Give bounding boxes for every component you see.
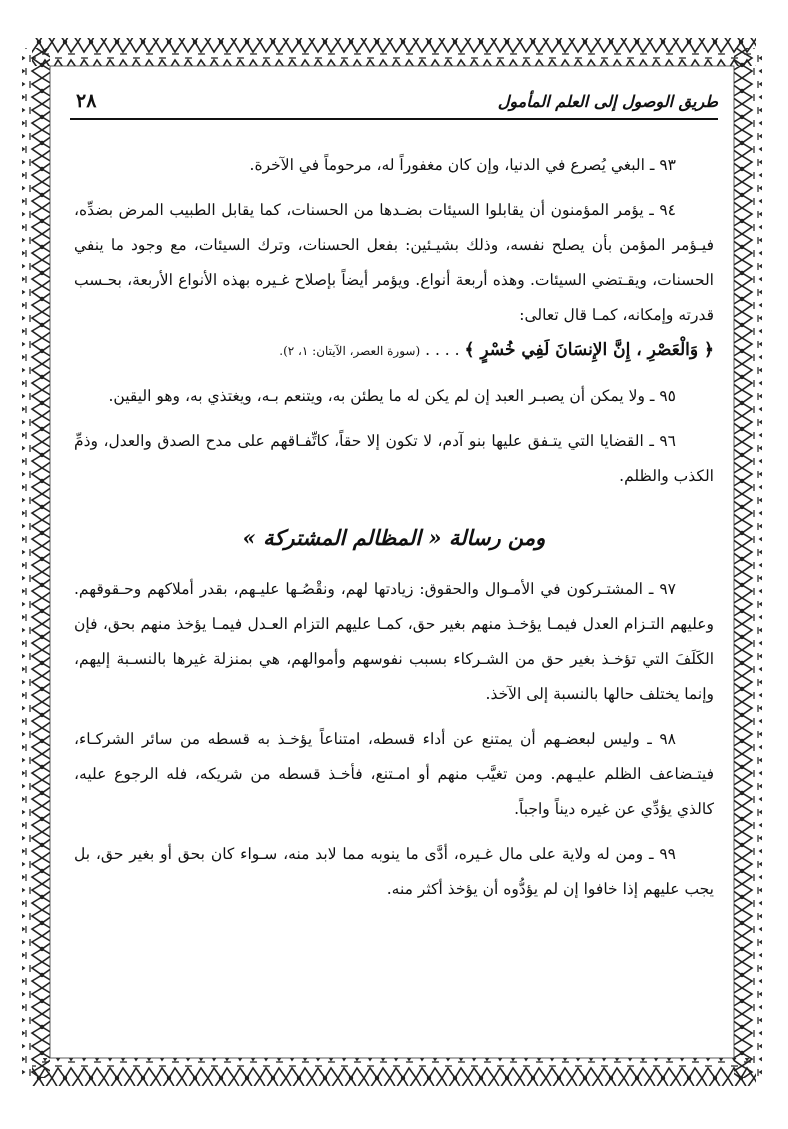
- paragraph-number: ٩٥ ـ: [649, 387, 676, 405]
- page-number: ٢٨: [76, 90, 97, 112]
- running-title: طريق الوصول إلى العلم المأمول: [497, 92, 718, 111]
- ellipsis-dots: . . . .: [425, 341, 460, 359]
- paragraph-98: [74, 722, 714, 827]
- paragraph-number: ٩٧ ـ: [648, 580, 676, 598]
- paragraph-text: وليس لبعضـهم أن يمتنع عن أداء قسطه، امتناعاً يؤخـذ به قسطه من سائر الشركـاء، فيتـضاعف الظلم عليـهم. ومن تغيَّب منهم أو امـتنع، فأخـذ قسطه من شريكه، فله الرجوع عليه، كالذي يؤدِّي عن غيره ديناً واجباً.: [74, 730, 714, 818]
- paragraph-97: [74, 572, 714, 712]
- verse-reference: (سورة العصر، الآيتان: ١، ٢).: [279, 344, 421, 358]
- paragraph-93: [74, 148, 714, 183]
- paragraph-text: ولا يمكن أن يصبـر العبد إن لم يكن له ما يطئن به، ويتنعم بـه، ويغتذي به، وهو اليقين.: [108, 387, 645, 405]
- paragraph-99: [74, 837, 714, 907]
- quran-verse: ﴿ وَالْعَصْرِ ، إِنَّ الإِنسَانَ لَفِي خُسْرٍ ﴾: [464, 340, 714, 360]
- paragraph-94: [74, 193, 714, 369]
- page-header: [70, 88, 718, 120]
- paragraph-text: البغي يُصرع في الدنيا، وإن كان مغفوراً له، مرحوماً في الآخرة.: [249, 156, 645, 174]
- paragraph-number: ٩٩ ـ: [648, 845, 676, 863]
- section-heading: ومن رسالة « المظالم المشتركة »: [242, 525, 546, 550]
- paragraph-text: القضايا التي يتـفق عليها بنو آدم، لا تكون إلا حقاً، كاتِّفـاقهم على مدح الصدق والعدل، وذمِّ الكذب والظلم.: [74, 432, 714, 485]
- paragraph-96: [74, 424, 714, 494]
- paragraph-text: يؤمر المؤمنون أن يقابلوا السيئات بضـدها من الحسنات، كما يقابل الطبيب المرض بضدِّه، فيـؤمر المؤمن بأن يصلح نفسه، وذلك بشيـئين: بفعل الحسنات، وترك السيئات، مع وجود ما ينفي الحسنات، ويقـتضي السيئات. وهذه أربعة أنواع. ويؤمر أيضاً بإصلاح غـيره بهذه الأنواع الأربعة، بحـسب قدرته وإمكانه، كمـا قال تعالى:: [74, 201, 714, 324]
- paragraph-text: المشتـركون في الأمـوال والحقوق: زيادتها لهم، ونقْصُـها عليـهم، بقدر أملاكهم وحـقوقهم. وعليهم التـزام العدل فيمـا يؤخـذ منهم بغير حق، كمـا عليهم التزام العـدل فيمـا يؤخذ منهم بحق، فإن الكَلَفَ التي تؤخـذ بغير حق من الشـركاء بسبب نفوسهم وأموالهم، هي بمنزلة غيرها بالنسـبة إليهم، وإنما يختلف حالها بالنسبة إلى الآخذ.: [74, 580, 714, 703]
- paragraph-number: ٩٨ ـ: [647, 730, 677, 748]
- page-body: [74, 148, 714, 917]
- paragraph-text: ومن له ولاية على مال غـيره، أدَّى ما ينوبه مما لابد منه، سـواء كان بحق أو بغير حق، بل يجب عليهم إذا خافوا إن لم يؤدُّوه أن يؤخذ أكثر منه.: [74, 845, 714, 898]
- quran-citation: [74, 333, 714, 369]
- paragraph-number: ٩٤ ـ: [649, 201, 676, 219]
- paragraph-number: ٩٦ ـ: [649, 432, 677, 450]
- paragraph-95: [74, 379, 714, 414]
- paragraph-number: ٩٣ ـ: [649, 156, 676, 174]
